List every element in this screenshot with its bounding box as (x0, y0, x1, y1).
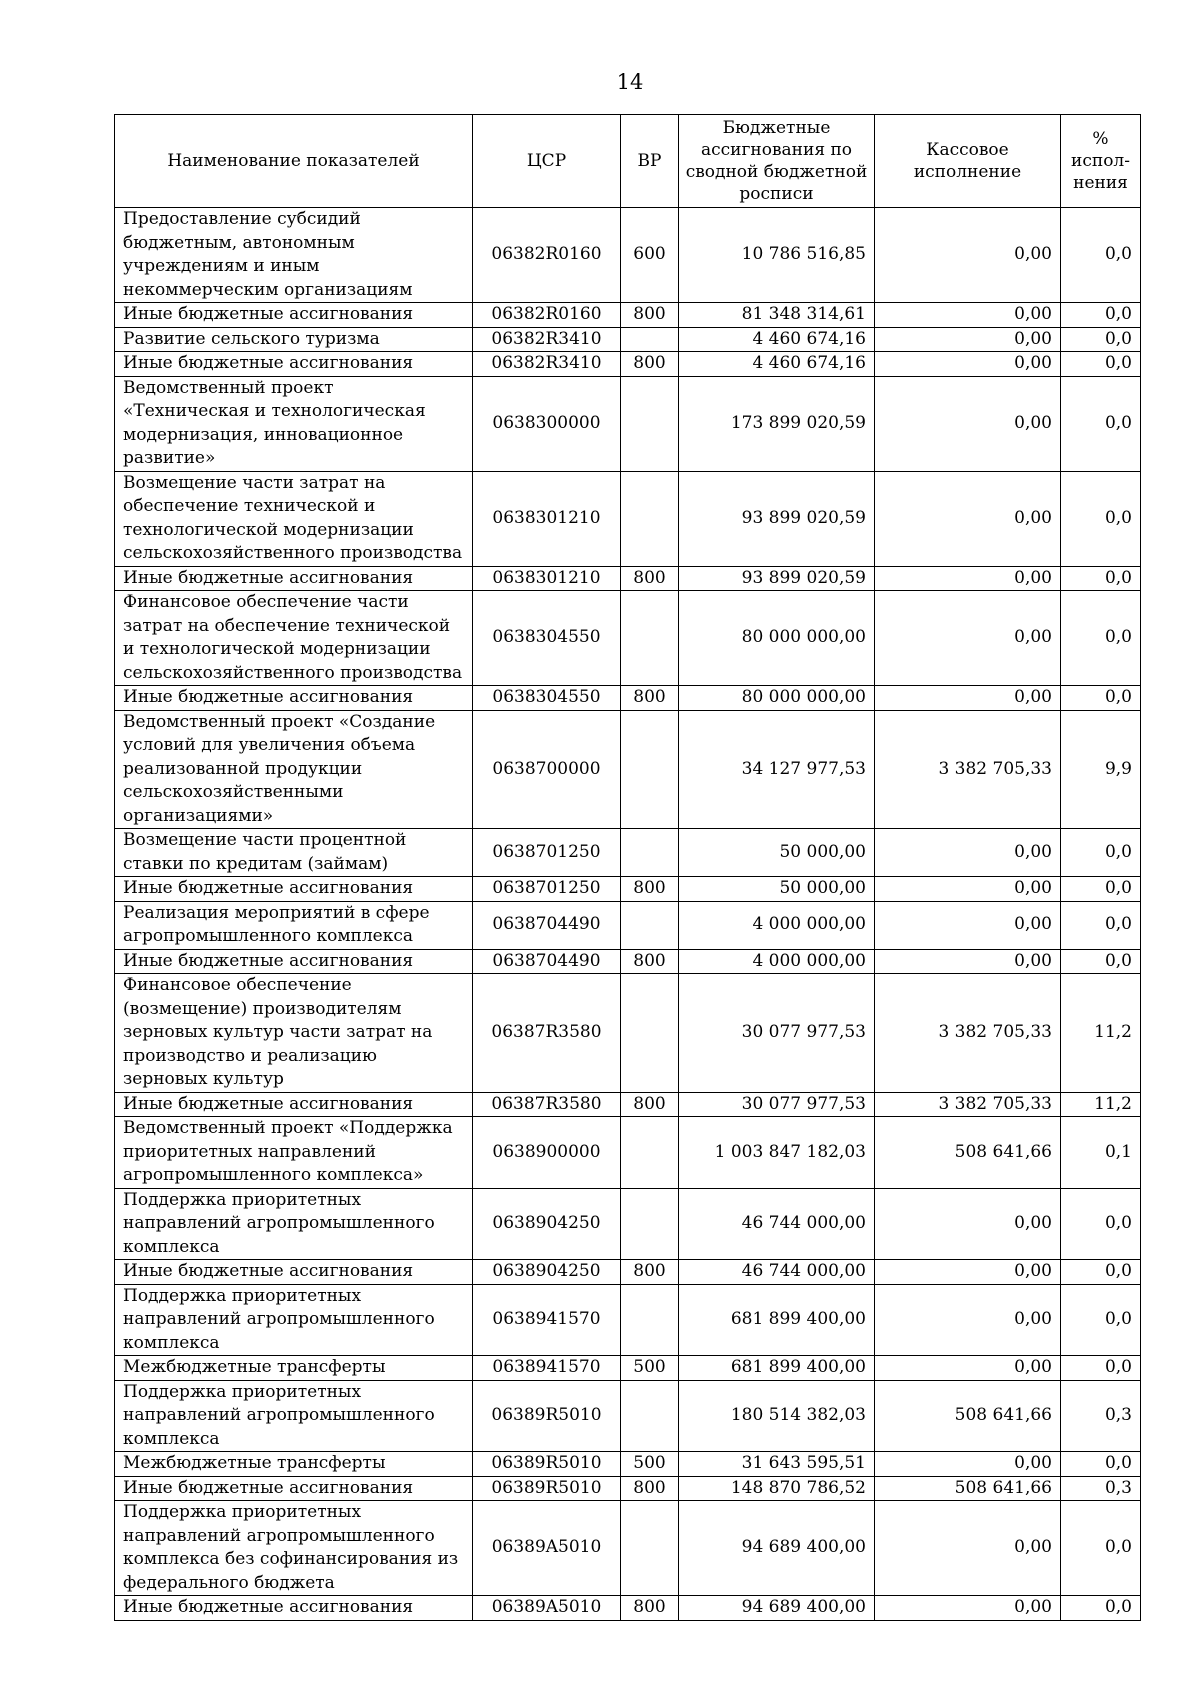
row-csr-cell: 06387R3580 (473, 974, 621, 1093)
row-percent-cell: 0,0 (1061, 877, 1141, 902)
row-budget-cell: 81 348 314,61 (679, 303, 875, 328)
row-execution-cell: 3 382 705,33 (875, 974, 1061, 1093)
row-budget-cell: 80 000 000,00 (679, 686, 875, 711)
row-percent-cell: 0,0 (1061, 327, 1141, 352)
table-row (115, 1380, 1141, 1452)
table-row (115, 1356, 1141, 1381)
row-percent-cell: 0,0 (1061, 566, 1141, 591)
table-row (115, 208, 1141, 303)
row-budget-cell: 93 899 020,59 (679, 471, 875, 566)
header-name: Наименование показателей (115, 115, 473, 208)
row-budget-cell: 681 899 400,00 (679, 1284, 875, 1356)
row-execution-cell: 0,00 (875, 591, 1061, 686)
row-budget-cell: 4 000 000,00 (679, 949, 875, 974)
row-percent-cell: 0,3 (1061, 1380, 1141, 1452)
row-vr-cell: 800 (621, 1092, 679, 1117)
row-name-cell: Поддержка приоритетных направлений агропромышленного комплекса (115, 1284, 473, 1356)
row-name-cell: Иные бюджетные ассигнования (115, 877, 473, 902)
row-budget-cell: 148 870 786,52 (679, 1476, 875, 1501)
row-percent-cell: 11,2 (1061, 974, 1141, 1093)
header-budget: Бюджетные ассигнования по сводной бюджетной росписи (679, 115, 875, 208)
row-vr-cell: 500 (621, 1452, 679, 1477)
row-name-cell: Иные бюджетные ассигнования (115, 352, 473, 377)
row-percent-cell: 0,0 (1061, 829, 1141, 877)
table-row (115, 376, 1141, 471)
row-percent-cell: 0,0 (1061, 1284, 1141, 1356)
row-percent-cell: 0,0 (1061, 1452, 1141, 1477)
row-percent-cell: 0,0 (1061, 1356, 1141, 1381)
row-vr-cell (621, 974, 679, 1093)
table-row (115, 1260, 1141, 1285)
row-execution-cell: 0,00 (875, 829, 1061, 877)
table-row (115, 303, 1141, 328)
row-execution-cell: 0,00 (875, 1260, 1061, 1285)
row-execution-cell: 0,00 (875, 303, 1061, 328)
row-csr-cell: 06387R3580 (473, 1092, 621, 1117)
row-budget-cell: 4 460 674,16 (679, 352, 875, 377)
row-name-cell: Финансовое обеспечение части затрат на обеспечение технической и технологической модернизации сельскохозяйственного производства (115, 591, 473, 686)
row-execution-cell: 0,00 (875, 1501, 1061, 1596)
row-budget-cell: 4 000 000,00 (679, 901, 875, 949)
row-vr-cell: 500 (621, 1356, 679, 1381)
header-percent: % испол-нения (1061, 115, 1141, 208)
row-name-cell: Предоставление субсидий бюджетным, автономным учреждениям и иным некоммерческим организациям (115, 208, 473, 303)
row-budget-cell: 80 000 000,00 (679, 591, 875, 686)
table-row (115, 901, 1141, 949)
table-row (115, 686, 1141, 711)
row-percent-cell: 0,0 (1061, 949, 1141, 974)
row-budget-cell: 4 460 674,16 (679, 327, 875, 352)
row-execution-cell: 508 641,66 (875, 1476, 1061, 1501)
row-csr-cell: 0638904250 (473, 1260, 621, 1285)
table-row (115, 1188, 1141, 1260)
row-csr-cell: 0638700000 (473, 710, 621, 829)
table-row (115, 710, 1141, 829)
row-budget-cell: 94 689 400,00 (679, 1596, 875, 1621)
row-csr-cell: 06389R5010 (473, 1452, 621, 1477)
row-percent-cell: 0,0 (1061, 471, 1141, 566)
row-execution-cell: 0,00 (875, 1452, 1061, 1477)
row-csr-cell: 0638701250 (473, 877, 621, 902)
row-name-cell: Иные бюджетные ассигнования (115, 1260, 473, 1285)
row-csr-cell: 0638301210 (473, 471, 621, 566)
row-csr-cell: 06382R3410 (473, 327, 621, 352)
row-budget-cell: 94 689 400,00 (679, 1501, 875, 1596)
row-percent-cell: 0,0 (1061, 208, 1141, 303)
row-name-cell: Ведомственный проект «Техническая и технологическая модернизация, инновационное развитие» (115, 376, 473, 471)
row-budget-cell: 34 127 977,53 (679, 710, 875, 829)
row-execution-cell: 3 382 705,33 (875, 1092, 1061, 1117)
header-vr: ВР (621, 115, 679, 208)
row-execution-cell: 508 641,66 (875, 1380, 1061, 1452)
row-csr-cell: 06382R0160 (473, 208, 621, 303)
table-row (115, 829, 1141, 877)
row-percent-cell: 0,0 (1061, 303, 1141, 328)
row-name-cell: Иные бюджетные ассигнования (115, 1596, 473, 1621)
row-csr-cell: 0638904250 (473, 1188, 621, 1260)
row-csr-cell: 0638900000 (473, 1117, 621, 1189)
row-percent-cell: 0,0 (1061, 1501, 1141, 1596)
row-name-cell: Иные бюджетные ассигнования (115, 1476, 473, 1501)
row-budget-cell: 31 643 595,51 (679, 1452, 875, 1477)
row-vr-cell (621, 1501, 679, 1596)
row-vr-cell (621, 327, 679, 352)
row-vr-cell: 800 (621, 686, 679, 711)
row-execution-cell: 0,00 (875, 949, 1061, 974)
row-vr-cell (621, 1117, 679, 1189)
row-percent-cell: 0,1 (1061, 1117, 1141, 1189)
row-csr-cell: 0638941570 (473, 1284, 621, 1356)
row-percent-cell: 0,0 (1061, 1188, 1141, 1260)
row-execution-cell: 0,00 (875, 376, 1061, 471)
row-budget-cell: 50 000,00 (679, 877, 875, 902)
row-execution-cell: 508 641,66 (875, 1117, 1061, 1189)
row-name-cell: Иные бюджетные ассигнования (115, 1092, 473, 1117)
row-vr-cell (621, 710, 679, 829)
row-vr-cell (621, 471, 679, 566)
row-csr-cell: 06389A5010 (473, 1501, 621, 1596)
row-csr-cell: 0638301210 (473, 566, 621, 591)
row-name-cell: Поддержка приоритетных направлений агропромышленного комплекса (115, 1188, 473, 1260)
row-vr-cell: 800 (621, 949, 679, 974)
row-vr-cell: 800 (621, 1476, 679, 1501)
row-budget-cell: 46 744 000,00 (679, 1260, 875, 1285)
row-csr-cell: 0638941570 (473, 1356, 621, 1381)
row-csr-cell: 06382R0160 (473, 303, 621, 328)
row-execution-cell: 0,00 (875, 471, 1061, 566)
table-row (115, 1476, 1141, 1501)
row-csr-cell: 0638304550 (473, 591, 621, 686)
row-name-cell: Возмещение части процентной ставки по кредитам (займам) (115, 829, 473, 877)
row-execution-cell: 3 382 705,33 (875, 710, 1061, 829)
table-row (115, 591, 1141, 686)
table-row (115, 566, 1141, 591)
table-row (115, 974, 1141, 1093)
row-percent-cell: 0,0 (1061, 901, 1141, 949)
row-percent-cell: 11,2 (1061, 1092, 1141, 1117)
table-row (115, 1452, 1141, 1477)
table-row (115, 1284, 1141, 1356)
row-name-cell: Иные бюджетные ассигнования (115, 566, 473, 591)
table-row (115, 471, 1141, 566)
row-execution-cell: 0,00 (875, 327, 1061, 352)
row-name-cell: Поддержка приоритетных направлений агропромышленного комплекса (115, 1380, 473, 1452)
row-budget-cell: 10 786 516,85 (679, 208, 875, 303)
page-number: 14 (616, 70, 644, 94)
row-vr-cell (621, 1188, 679, 1260)
row-budget-cell: 30 077 977,53 (679, 1092, 875, 1117)
row-percent-cell: 0,0 (1061, 1596, 1141, 1621)
row-percent-cell: 0,0 (1061, 352, 1141, 377)
table-row (115, 1596, 1141, 1621)
row-vr-cell (621, 829, 679, 877)
row-vr-cell: 600 (621, 208, 679, 303)
row-name-cell: Иные бюджетные ассигнования (115, 949, 473, 974)
row-csr-cell: 06382R3410 (473, 352, 621, 377)
row-csr-cell: 06389R5010 (473, 1380, 621, 1452)
row-execution-cell: 0,00 (875, 686, 1061, 711)
row-execution-cell: 0,00 (875, 1596, 1061, 1621)
row-vr-cell (621, 1284, 679, 1356)
row-budget-cell: 46 744 000,00 (679, 1188, 875, 1260)
row-vr-cell (621, 901, 679, 949)
table-row (115, 949, 1141, 974)
row-name-cell: Иные бюджетные ассигнования (115, 686, 473, 711)
row-execution-cell: 0,00 (875, 901, 1061, 949)
row-name-cell: Межбюджетные трансферты (115, 1356, 473, 1381)
row-budget-cell: 50 000,00 (679, 829, 875, 877)
row-budget-cell: 93 899 020,59 (679, 566, 875, 591)
row-budget-cell: 180 514 382,03 (679, 1380, 875, 1452)
row-csr-cell: 0638704490 (473, 901, 621, 949)
table-row (115, 352, 1141, 377)
row-name-cell: Ведомственный проект «Создание условий для увеличения объема реализованной продукции сельскохозяйственными организациями» (115, 710, 473, 829)
row-percent-cell: 0,0 (1061, 686, 1141, 711)
row-vr-cell: 800 (621, 877, 679, 902)
row-csr-cell: 06389A5010 (473, 1596, 621, 1621)
row-csr-cell: 0638300000 (473, 376, 621, 471)
row-vr-cell (621, 1380, 679, 1452)
row-vr-cell: 800 (621, 566, 679, 591)
row-percent-cell: 0,0 (1061, 1260, 1141, 1285)
row-name-cell: Финансовое обеспечение (возмещение) производителям зерновых культур части затрат на производство и реализацию зерновых культур (115, 974, 473, 1093)
row-vr-cell: 800 (621, 1596, 679, 1621)
row-name-cell: Возмещение части затрат на обеспечение технической и технологической модернизации сельскохозяйственного производства (115, 471, 473, 566)
row-vr-cell: 800 (621, 303, 679, 328)
row-vr-cell (621, 376, 679, 471)
row-percent-cell: 0,0 (1061, 591, 1141, 686)
row-percent-cell: 0,0 (1061, 376, 1141, 471)
row-execution-cell: 0,00 (875, 566, 1061, 591)
table-row (115, 1117, 1141, 1189)
header-csr: ЦСР (473, 115, 621, 208)
row-budget-cell: 173 899 020,59 (679, 376, 875, 471)
budget-execution-table (114, 114, 1141, 1621)
row-name-cell: Ведомственный проект «Поддержка приоритетных направлений агропромышленного комплекса» (115, 1117, 473, 1189)
row-csr-cell: 0638701250 (473, 829, 621, 877)
row-budget-cell: 30 077 977,53 (679, 974, 875, 1093)
row-vr-cell (621, 591, 679, 686)
row-vr-cell: 800 (621, 1260, 679, 1285)
row-vr-cell: 800 (621, 352, 679, 377)
row-csr-cell: 06389R5010 (473, 1476, 621, 1501)
header-execution: Кассовое исполнение (875, 115, 1061, 208)
row-csr-cell: 0638304550 (473, 686, 621, 711)
row-name-cell: Реализация мероприятий в сфере агропромышленного комплекса (115, 901, 473, 949)
row-name-cell: Иные бюджетные ассигнования (115, 303, 473, 328)
row-budget-cell: 681 899 400,00 (679, 1356, 875, 1381)
table-row (115, 327, 1141, 352)
row-execution-cell: 0,00 (875, 352, 1061, 377)
row-name-cell: Межбюджетные трансферты (115, 1452, 473, 1477)
row-percent-cell: 9,9 (1061, 710, 1141, 829)
table-row (115, 1092, 1141, 1117)
table-row (115, 877, 1141, 902)
table-body (115, 208, 1141, 1621)
row-execution-cell: 0,00 (875, 1356, 1061, 1381)
row-execution-cell: 0,00 (875, 1284, 1061, 1356)
row-execution-cell: 0,00 (875, 877, 1061, 902)
row-budget-cell: 1 003 847 182,03 (679, 1117, 875, 1189)
row-csr-cell: 0638704490 (473, 949, 621, 974)
row-name-cell: Развитие сельского туризма (115, 327, 473, 352)
row-name-cell: Поддержка приоритетных направлений агропромышленного комплекса без софинансирования из федерального бюджета (115, 1501, 473, 1596)
row-execution-cell: 0,00 (875, 208, 1061, 303)
row-execution-cell: 0,00 (875, 1188, 1061, 1260)
row-percent-cell: 0,3 (1061, 1476, 1141, 1501)
table-row (115, 1501, 1141, 1596)
table-header-row (115, 115, 1141, 208)
